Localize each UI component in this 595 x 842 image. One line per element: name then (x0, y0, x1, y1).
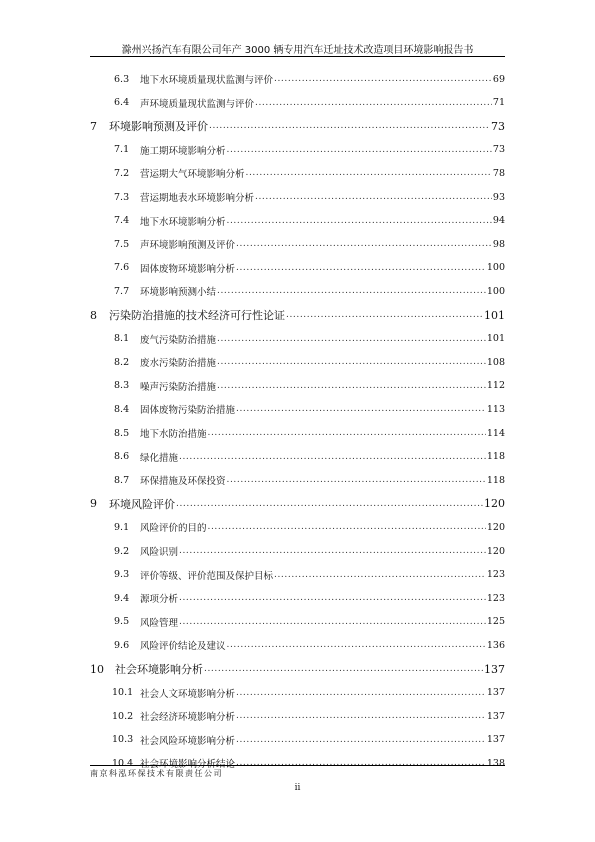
toc-dot-leader (208, 425, 486, 441)
toc-entry-number: 8.1 (114, 333, 130, 345)
toc-entry-title: 环境风险评价 (109, 497, 175, 511)
toc-entry-title: 环境影响预测及评价 (109, 120, 208, 134)
toc-dot-leader (227, 142, 492, 158)
toc-section-entry[interactable] (90, 71, 505, 87)
toc-entry-title: 风险识别 (140, 547, 179, 558)
toc-entry-number: 8.3 (114, 380, 130, 392)
toc-entry-page: 100 (486, 262, 505, 274)
toc-entry-number: 10.2 (112, 710, 134, 722)
toc-entry-title: 声环境质量现状监测与评价 (140, 98, 255, 110)
toc-entry-page: 112 (486, 380, 505, 392)
toc-entry-number: 8.4 (114, 403, 130, 415)
page-number: ii (294, 783, 301, 793)
toc-entry-number: 7.4 (114, 215, 130, 227)
toc-entry-page: 98 (492, 238, 505, 250)
toc-section-entry[interactable] (90, 543, 505, 559)
toc-dot-leader (204, 661, 483, 677)
toc-entry-page: 78 (492, 167, 505, 179)
toc-entry-title: 绿化措施 (140, 452, 179, 464)
toc-entry-number: 9.1 (114, 521, 130, 533)
toc-entry-page: 71 (492, 97, 505, 109)
toc-entry-title: 社会经济环境影响分析 (140, 712, 236, 724)
toc-entry-number: 7.6 (114, 262, 130, 274)
toc-entry-title: 地下水环境质量现状监测与评价 (140, 75, 274, 86)
toc-entry-number: 9.3 (114, 569, 130, 581)
toc-dot-leader (236, 236, 492, 252)
toc-entry-title: 社会人文环境影响分析 (140, 688, 236, 700)
toc-section-entry[interactable] (90, 354, 505, 370)
toc-entry-number: 7.5 (114, 238, 130, 250)
toc-entry-number: 10 (90, 662, 104, 676)
toc-dot-leader (179, 543, 486, 559)
toc-entry-page: 69 (492, 73, 505, 85)
toc-entry-title: 废气污染防治措施 (140, 334, 217, 346)
toc-entry-title: 地下水环境影响分析 (140, 216, 226, 228)
toc-entry-page: 137 (484, 662, 505, 676)
toc-entry-title: 风险评价的目的 (140, 523, 207, 535)
toc-dot-leader (255, 95, 492, 111)
toc-entry-title: 声环境影响预测及评价 (140, 240, 236, 252)
toc-dot-leader (255, 189, 492, 205)
toc-entry-title: 社会风险环境影响分析 (140, 735, 236, 747)
toc-dot-leader (208, 519, 486, 535)
toc-entry-number: 8.5 (114, 427, 130, 439)
toc-entry-page: 137 (486, 687, 505, 699)
toc-entry-title: 固体废物污染防治措施 (140, 405, 236, 417)
toc-entry-page: 73 (492, 144, 505, 156)
toc-chapter-entry[interactable] (90, 118, 505, 134)
toc-section-entry[interactable] (90, 449, 505, 465)
toc-entry-number: 8.6 (114, 451, 130, 463)
toc-section-entry[interactable] (90, 95, 505, 111)
toc-entry-page: 120 (486, 545, 505, 557)
toc-entry-page: 100 (486, 285, 505, 297)
toc-entry-title: 地下水防治措施 (140, 429, 207, 440)
toc-dot-leader (274, 71, 492, 87)
toc-chapter-entry[interactable] (90, 661, 505, 677)
toc-entry-number: 9.5 (114, 616, 130, 628)
toc-dot-leader (236, 260, 486, 276)
toc-entry-number: 10.1 (112, 687, 134, 699)
toc-dot-leader (217, 331, 486, 347)
toc-entry-number: 9.6 (114, 639, 130, 651)
toc-entry-page: 120 (486, 521, 505, 533)
toc-dot-leader (227, 637, 486, 653)
toc-dot-leader (236, 708, 486, 724)
toc-entry-page: 123 (486, 569, 505, 581)
toc-entry-number: 7.7 (114, 285, 130, 297)
toc-entry-title: 环境影响预测小结 (140, 287, 217, 299)
toc-entry-title: 废水污染防治措施 (140, 358, 217, 370)
toc-dot-leader (236, 685, 486, 701)
toc-entry-page: 114 (486, 427, 505, 439)
toc-entry-title: 评价等级、评价范围及保护目标 (140, 570, 274, 582)
toc-section-entry[interactable] (90, 472, 505, 488)
toc-entry-page: 118 (486, 451, 505, 463)
toc-entry-page: 137 (486, 734, 505, 746)
toc-section-entry[interactable] (90, 732, 505, 748)
toc-entry-title: 环保措施及环保投资 (140, 476, 226, 488)
toc-dot-leader (227, 472, 486, 488)
toc-entry-title: 噪声污染防治措施 (140, 381, 217, 393)
toc-chapter-entry[interactable] (90, 307, 505, 323)
toc-section-entry[interactable] (90, 331, 505, 347)
toc-entry-title: 源项分析 (140, 594, 179, 606)
toc-entry-title: 社会环境影响分析 (115, 663, 203, 676)
toc-dot-leader (246, 165, 492, 181)
toc-entry-page: 101 (486, 333, 505, 345)
toc-section-entry[interactable] (90, 637, 505, 653)
toc-section-entry[interactable] (90, 708, 505, 724)
toc-dot-leader (217, 283, 486, 299)
header-title: 滁州兴扬汽车有限公司年产 3000 辆专用汽车迁址技术改造项目环境影响报告书 (121, 45, 474, 56)
toc-section-entry[interactable] (90, 614, 505, 630)
toc-section-entry[interactable] (90, 425, 505, 441)
toc-entry-number: 7 (90, 119, 97, 133)
toc-entry-page: 123 (486, 592, 505, 604)
toc-entry-page: 94 (492, 215, 505, 227)
toc-entry-page: 113 (486, 403, 505, 415)
toc-dot-leader (236, 401, 486, 417)
toc-entry-page: 101 (484, 308, 505, 322)
toc-entry-title: 社会环境影响分析结论 (140, 759, 236, 771)
toc-entry-title: 风险管理 (140, 617, 179, 629)
toc-chapter-entry[interactable] (90, 496, 505, 512)
toc-entry-number: 9.2 (114, 545, 130, 557)
toc-dot-leader (274, 567, 486, 583)
toc-dot-leader (176, 496, 483, 512)
toc-section-entry[interactable] (90, 283, 505, 299)
toc-entry-title: 固体废物环境影响分析 (140, 263, 236, 275)
toc-entry-number: 9.4 (114, 592, 130, 604)
toc-section-entry[interactable] (90, 685, 505, 701)
toc-entry-page: 125 (486, 616, 505, 628)
toc-entry-number: 10.3 (112, 734, 134, 746)
toc-entry-number: 6.4 (114, 97, 130, 109)
toc-section-entry[interactable] (90, 213, 505, 229)
toc-dot-leader (179, 590, 486, 606)
toc-entry-page: 120 (484, 497, 505, 511)
toc-dot-leader (179, 449, 486, 465)
toc-entry-title: 风险评价结论及建议 (140, 641, 226, 653)
toc-entry-number: 8.7 (114, 474, 130, 486)
toc-dot-leader (209, 118, 490, 134)
toc-entry-page: 73 (491, 119, 505, 133)
toc-section-entry[interactable] (90, 165, 505, 181)
toc-entry-page: 137 (486, 710, 505, 722)
toc-entry-number: 7.3 (114, 191, 130, 203)
toc-entry-page: 138 (486, 757, 505, 769)
toc-section-entry[interactable] (90, 189, 505, 205)
toc-dot-leader (217, 354, 486, 370)
toc-section-entry[interactable] (90, 401, 505, 417)
toc-dot-leader (236, 755, 486, 771)
toc-entry-title: 施工期环境影响分析 (140, 145, 226, 157)
toc-section-entry[interactable] (90, 378, 505, 394)
toc-section-entry[interactable] (90, 236, 505, 252)
footer-divider (90, 765, 505, 766)
toc-entry-number: 8.2 (114, 356, 130, 368)
toc-dot-leader (217, 378, 486, 394)
toc-entry-title: 营运期地表水环境影响分析 (140, 193, 255, 204)
toc-entry-page: 136 (486, 639, 505, 651)
toc-entry-title: 污染防治措施的技术经济可行性论证 (109, 309, 285, 322)
toc-entry-page: 93 (492, 191, 505, 203)
toc-entry-number: 7.2 (114, 167, 130, 179)
footer-company: 南京科泓环保技术有限责任公司 (90, 769, 223, 778)
toc-entry-number: 6.3 (114, 73, 130, 85)
toc-dot-leader (179, 614, 486, 630)
toc-entry-number: 10.4 (112, 757, 134, 769)
toc-dot-leader (236, 732, 486, 748)
toc-section-entry[interactable] (90, 260, 505, 276)
toc-dot-leader (227, 213, 492, 229)
toc-section-entry[interactable] (90, 142, 505, 158)
toc-entry-number: 9 (90, 497, 97, 511)
toc-section-entry[interactable] (90, 519, 505, 535)
toc-entry-number: 8 (90, 308, 97, 322)
toc-entry-title: 营运期大气环境影响分析 (140, 169, 245, 181)
toc-dot-leader (286, 307, 483, 323)
toc-section-entry[interactable] (90, 590, 505, 606)
toc-entry-number: 7.1 (114, 144, 130, 156)
toc-section-entry[interactable] (90, 567, 505, 583)
toc-entry-page: 118 (486, 474, 505, 486)
table-of-contents (90, 0, 505, 842)
toc-entry-page: 108 (486, 356, 505, 368)
